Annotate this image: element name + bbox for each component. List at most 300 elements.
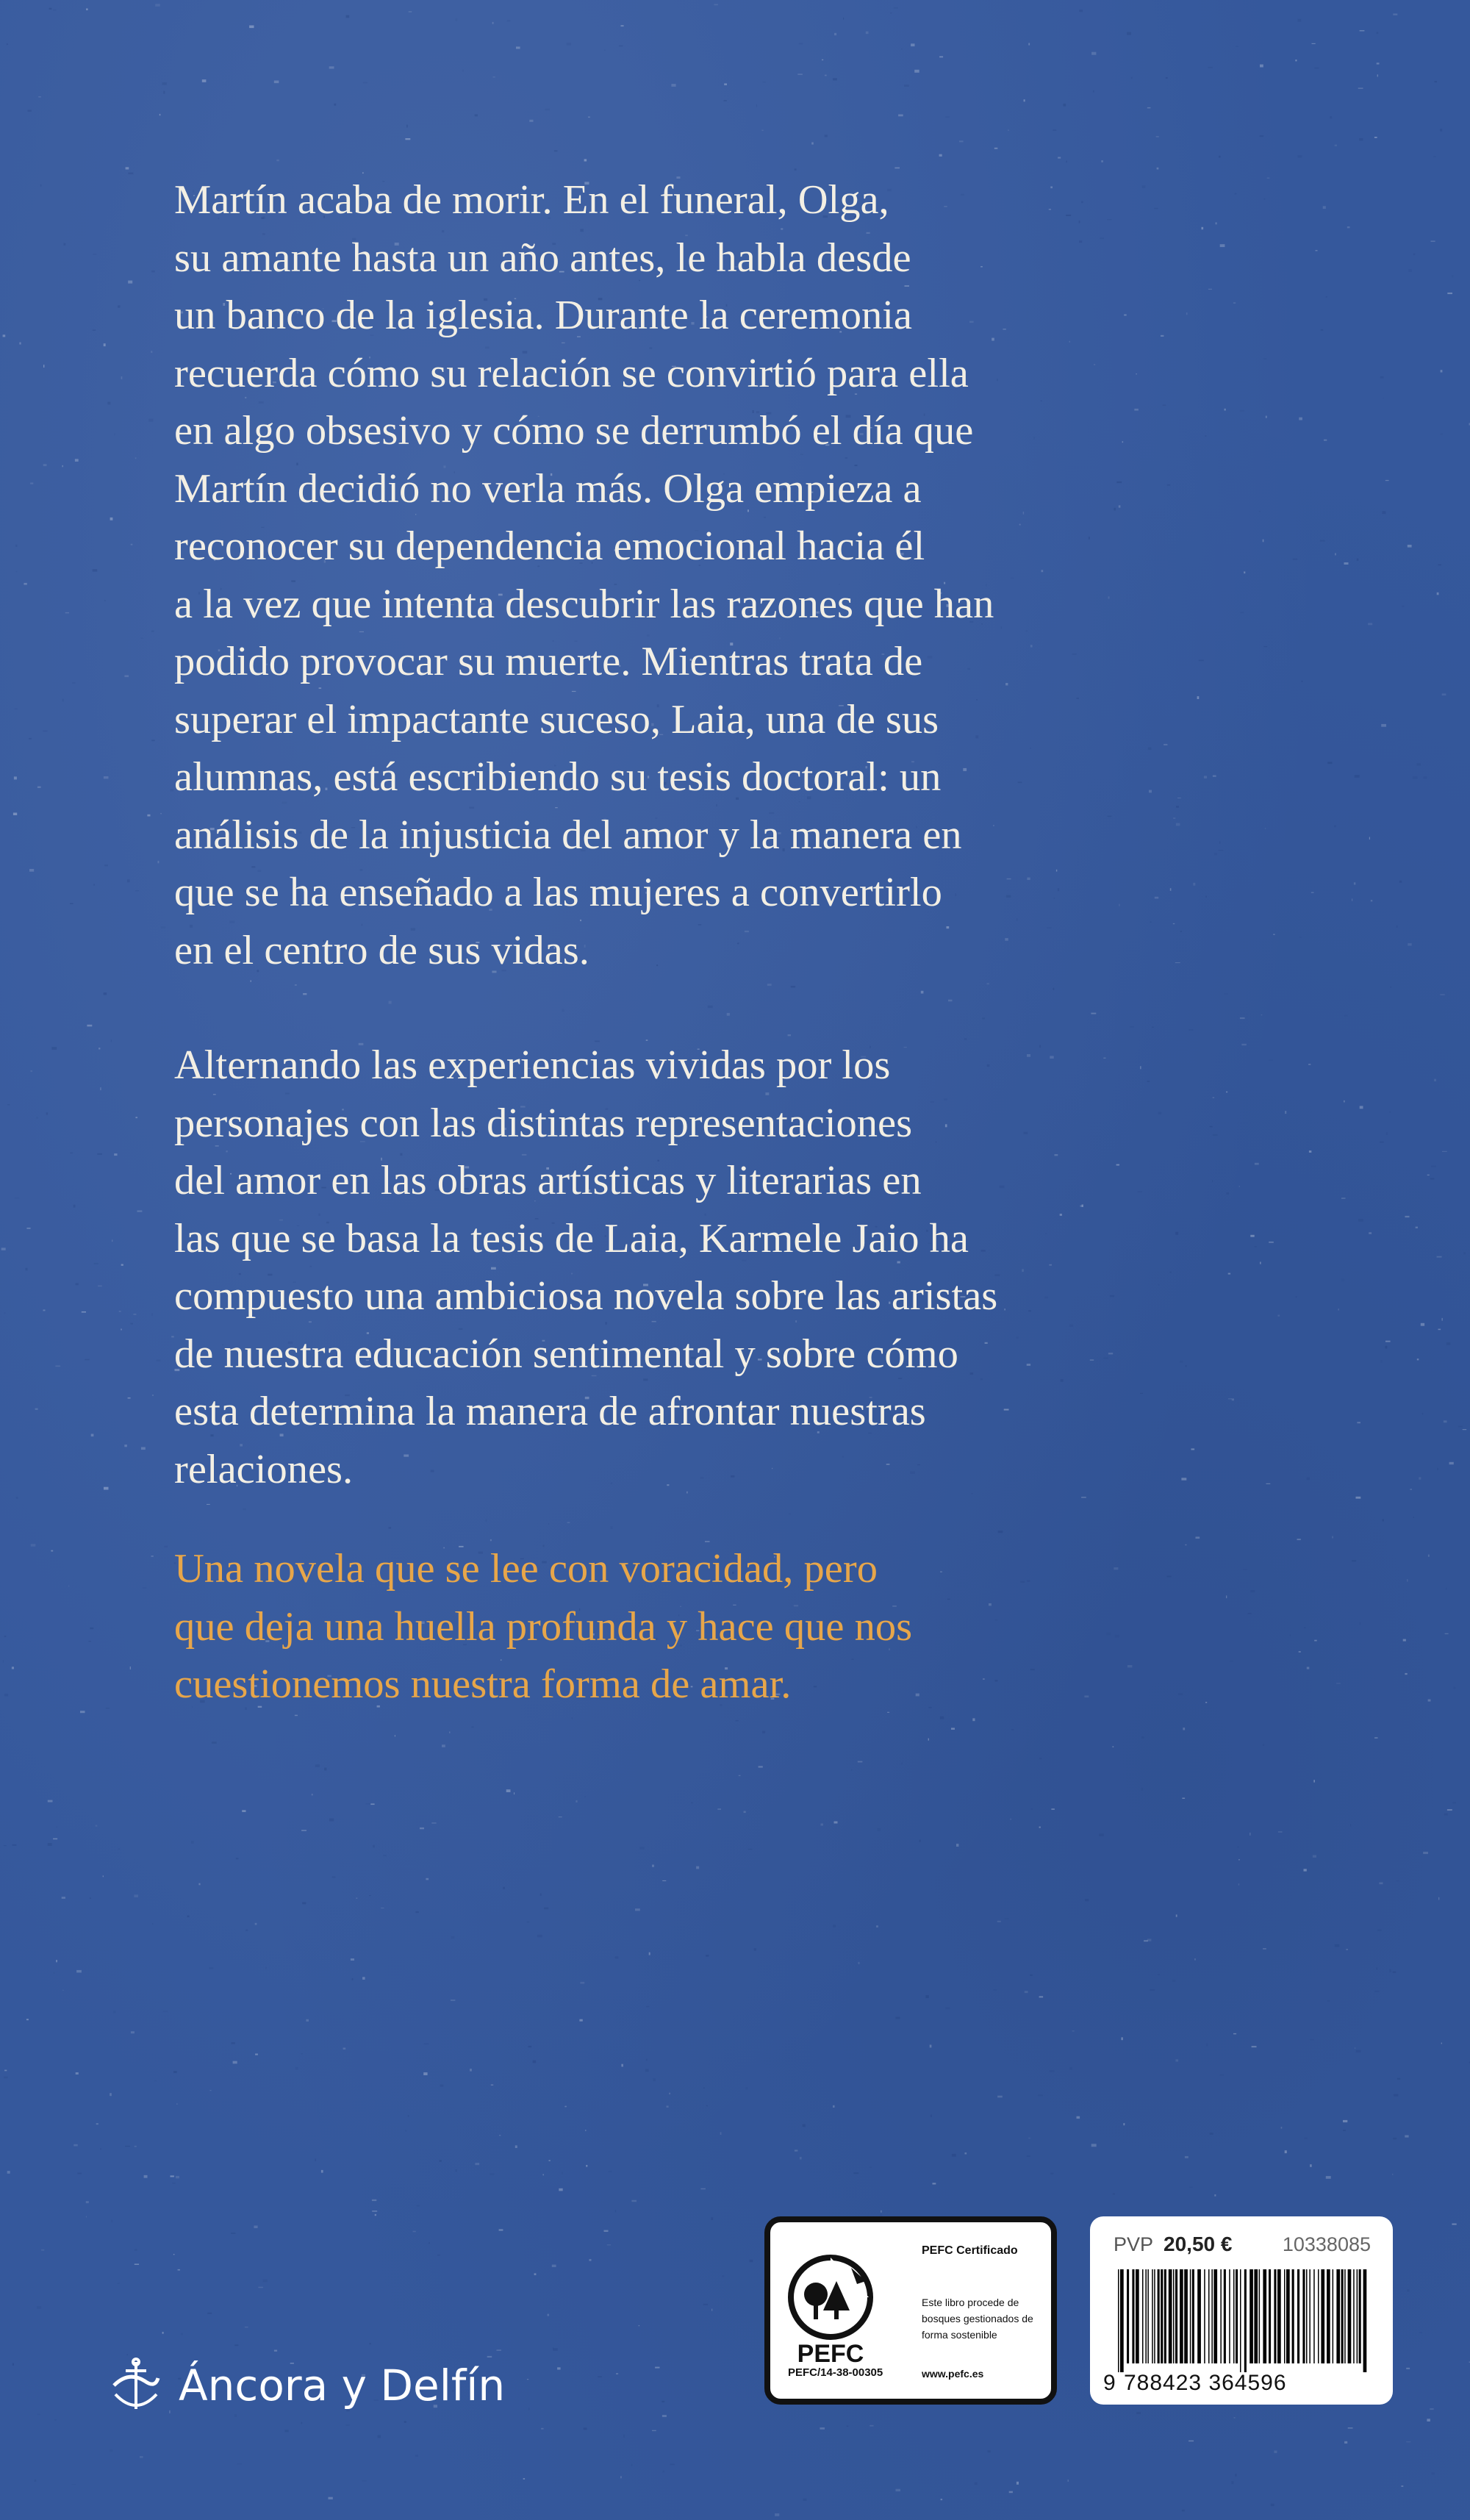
texture-speck xyxy=(1416,1227,1418,1228)
barcode-bar xyxy=(1306,2269,1308,2363)
texture-speck xyxy=(1219,156,1221,158)
texture-speck xyxy=(155,4,160,7)
texture-speck xyxy=(821,1824,823,1826)
texture-speck xyxy=(540,1894,542,1896)
texture-speck xyxy=(631,2464,632,2466)
texture-speck xyxy=(37,2306,41,2308)
texture-speck xyxy=(37,787,41,788)
texture-speck xyxy=(295,984,297,985)
texture-speck xyxy=(1263,646,1267,647)
texture-speck xyxy=(667,2105,669,2108)
texture-speck xyxy=(544,1908,548,1910)
texture-speck xyxy=(528,2408,529,2410)
texture-speck xyxy=(623,2435,625,2438)
barcode-bar xyxy=(1269,2269,1271,2363)
texture-speck xyxy=(933,2183,936,2184)
texture-speck xyxy=(12,2363,14,2366)
texture-speck xyxy=(1419,2332,1422,2333)
texture-speck xyxy=(1069,2067,1072,2070)
texture-speck xyxy=(470,2069,472,2072)
texture-speck xyxy=(4,1636,7,1637)
texture-speck xyxy=(1413,254,1416,256)
texture-speck xyxy=(607,2244,611,2245)
texture-speck xyxy=(158,861,159,863)
texture-speck xyxy=(1389,1969,1391,1972)
barcode-bar xyxy=(1357,2269,1358,2363)
texture-speck xyxy=(559,1816,562,1817)
texture-speck xyxy=(29,738,32,740)
texture-speck xyxy=(207,2313,212,2314)
texture-speck xyxy=(754,1948,756,1950)
texture-speck xyxy=(580,1982,584,1984)
texture-speck xyxy=(1405,2136,1408,2138)
texture-speck xyxy=(134,1894,138,1897)
texture-speck xyxy=(1295,60,1297,61)
texture-speck xyxy=(72,2484,76,2485)
texture-speck xyxy=(1255,1246,1257,1247)
texture-speck xyxy=(1053,129,1056,131)
texture-speck xyxy=(301,2053,303,2054)
texture-speck xyxy=(251,981,252,982)
texture-speck xyxy=(74,1205,76,1208)
texture-speck xyxy=(1463,1252,1466,1254)
texture-speck xyxy=(645,2069,649,2072)
texture-speck xyxy=(523,2478,525,2480)
texture-speck xyxy=(1263,1744,1264,1746)
texture-speck xyxy=(48,1800,53,1803)
texture-speck xyxy=(797,74,803,75)
texture-speck xyxy=(315,2158,316,2161)
texture-speck xyxy=(249,26,254,29)
texture-speck xyxy=(97,1153,102,1155)
texture-speck xyxy=(135,2263,139,2265)
texture-speck xyxy=(152,1923,153,1925)
barcode-bar xyxy=(1136,2269,1139,2363)
pefc-code: PEFC/14-38-00305 xyxy=(788,2366,883,2379)
texture-speck xyxy=(1314,1640,1317,1642)
texture-speck xyxy=(151,740,155,741)
texture-speck xyxy=(1380,1360,1383,1363)
texture-speck xyxy=(925,1995,928,1998)
barcode-bar xyxy=(1286,2269,1290,2363)
texture-speck xyxy=(28,110,32,112)
texture-speck xyxy=(72,682,75,684)
texture-speck xyxy=(820,2427,825,2430)
texture-speck xyxy=(424,2043,429,2044)
texture-speck xyxy=(1310,2039,1314,2041)
texture-speck xyxy=(30,1070,32,1072)
anchor-dolphin-logo-icon xyxy=(107,2356,165,2415)
texture-speck xyxy=(161,927,165,929)
texture-speck xyxy=(1285,1111,1286,1114)
barcode-bar xyxy=(1145,2269,1147,2363)
texture-speck xyxy=(14,776,17,779)
texture-speck xyxy=(1438,565,1442,566)
texture-speck xyxy=(1274,2451,1277,2453)
texture-speck xyxy=(171,2175,174,2177)
texture-speck xyxy=(1068,2480,1069,2482)
texture-speck xyxy=(1416,763,1421,765)
texture-speck xyxy=(312,1794,313,1795)
barcode-bar xyxy=(1254,2269,1258,2363)
texture-speck xyxy=(1277,1315,1280,1317)
texture-speck xyxy=(554,150,558,151)
texture-speck xyxy=(1327,762,1332,764)
texture-speck xyxy=(529,120,533,122)
texture-speck xyxy=(164,1546,168,1547)
texture-speck xyxy=(135,1117,137,1118)
texture-speck xyxy=(1235,2474,1237,2477)
texture-speck xyxy=(1064,104,1066,107)
price-barcode-box xyxy=(1090,2216,1393,2405)
texture-speck xyxy=(154,2080,157,2081)
texture-speck xyxy=(187,1916,190,1918)
texture-speck xyxy=(853,2172,858,2174)
texture-speck xyxy=(670,2463,675,2465)
texture-speck xyxy=(451,2000,456,2001)
texture-speck xyxy=(843,18,844,20)
texture-speck xyxy=(86,2216,87,2217)
texture-speck xyxy=(1427,2419,1430,2421)
texture-speck xyxy=(669,2093,670,2094)
texture-speck xyxy=(1442,1151,1447,1152)
texture-speck xyxy=(7,1104,10,1105)
texture-speck xyxy=(1392,2174,1393,2175)
texture-speck xyxy=(1454,1687,1456,1689)
texture-speck xyxy=(724,83,727,85)
texture-speck xyxy=(1324,440,1327,441)
texture-speck xyxy=(1383,1519,1384,1522)
texture-speck xyxy=(491,2085,493,2086)
texture-speck xyxy=(55,1366,60,1367)
texture-speck xyxy=(1147,107,1151,109)
texture-speck xyxy=(1027,2155,1030,2157)
texture-speck xyxy=(1385,480,1389,481)
texture-speck xyxy=(258,2287,263,2288)
texture-speck xyxy=(38,96,41,97)
texture-speck xyxy=(1196,1536,1200,1539)
texture-speck xyxy=(389,1527,392,1528)
texture-speck xyxy=(1330,116,1332,118)
texture-speck xyxy=(722,2275,724,2277)
texture-speck xyxy=(1206,2043,1208,2046)
texture-speck xyxy=(1402,606,1404,607)
texture-speck xyxy=(1072,2030,1075,2032)
barcode-bar xyxy=(1169,2269,1172,2363)
texture-speck xyxy=(1131,77,1133,79)
texture-speck xyxy=(1157,168,1159,170)
texture-speck xyxy=(16,1497,18,1499)
barcode-bar xyxy=(1197,2269,1201,2363)
barcode-bar xyxy=(1142,2269,1144,2363)
texture-speck xyxy=(76,1283,79,1285)
barcode-bar xyxy=(1292,2269,1294,2363)
texture-speck xyxy=(1031,1808,1033,1810)
texture-speck xyxy=(1009,2491,1013,2494)
texture-speck xyxy=(472,1726,474,1728)
texture-speck xyxy=(1437,593,1439,595)
texture-speck xyxy=(1311,892,1314,893)
texture-speck xyxy=(53,10,57,11)
texture-speck xyxy=(93,884,95,885)
texture-speck xyxy=(919,1840,921,1842)
barcode-bar xyxy=(1250,2269,1253,2363)
texture-speck xyxy=(75,459,79,462)
texture-speck xyxy=(1407,1579,1408,1581)
barcode-bar xyxy=(1284,2269,1286,2363)
texture-speck xyxy=(1176,1914,1177,1916)
texture-speck xyxy=(870,2167,872,2168)
texture-speck xyxy=(1419,1477,1421,1479)
texture-speck xyxy=(41,2249,44,2251)
texture-speck xyxy=(1136,2412,1141,2414)
texture-speck xyxy=(104,776,109,778)
texture-speck xyxy=(1266,1483,1271,1484)
texture-speck xyxy=(141,1447,146,1450)
texture-speck xyxy=(1381,724,1386,727)
texture-speck xyxy=(1273,934,1274,935)
texture-speck xyxy=(362,1977,365,1980)
barcode-bar xyxy=(1132,2269,1134,2363)
texture-speck xyxy=(440,2160,442,2161)
texture-speck xyxy=(1238,1883,1239,1886)
texture-speck xyxy=(107,402,110,405)
texture-speck xyxy=(1290,1635,1291,1636)
texture-speck xyxy=(1445,1633,1449,1634)
texture-speck xyxy=(1123,2123,1125,2125)
texture-speck xyxy=(329,1819,334,1822)
texture-speck xyxy=(1441,2043,1442,2044)
texture-speck xyxy=(858,1962,860,1964)
texture-speck xyxy=(1377,62,1380,64)
texture-speck xyxy=(54,1972,55,1974)
texture-speck xyxy=(1326,2176,1331,2179)
texture-speck xyxy=(1224,993,1228,995)
barcode-bar xyxy=(1359,2269,1361,2363)
texture-speck xyxy=(104,600,106,601)
texture-speck xyxy=(302,1902,306,1905)
texture-speck xyxy=(143,1588,147,1589)
texture-speck xyxy=(549,2160,551,2161)
texture-speck xyxy=(1309,1150,1311,1153)
texture-speck xyxy=(1269,1059,1273,1061)
texture-speck xyxy=(1396,926,1398,928)
texture-speck xyxy=(851,1769,852,1771)
texture-speck xyxy=(1252,2046,1257,2047)
texture-speck xyxy=(135,457,137,459)
texture-speck xyxy=(449,1731,450,1733)
texture-speck xyxy=(956,1844,958,1847)
texture-speck xyxy=(791,986,795,987)
barcode-bar xyxy=(1274,2269,1276,2363)
texture-speck xyxy=(104,343,106,346)
texture-speck xyxy=(103,1875,104,1877)
barcode-bar xyxy=(1313,2269,1315,2363)
texture-speck xyxy=(140,638,143,639)
barcode-bar xyxy=(1240,2269,1241,2372)
texture-speck xyxy=(110,2093,112,2096)
texture-speck xyxy=(975,2483,978,2485)
texture-speck xyxy=(65,612,69,613)
texture-speck xyxy=(104,992,107,995)
texture-speck xyxy=(440,2085,444,2087)
texture-speck xyxy=(662,1880,666,1881)
texture-speck xyxy=(1403,1639,1406,1642)
texture-speck xyxy=(1051,1808,1055,1810)
texture-speck xyxy=(1423,1852,1428,1854)
texture-speck xyxy=(1428,1700,1431,1702)
texture-speck xyxy=(756,104,757,107)
texture-speck xyxy=(1058,157,1061,159)
texture-speck xyxy=(621,2064,623,2067)
texture-speck xyxy=(1255,1163,1259,1165)
texture-speck xyxy=(559,2188,562,2191)
texture-speck xyxy=(1297,19,1301,22)
texture-speck xyxy=(370,1803,374,1805)
barcode-bar xyxy=(1120,2269,1124,2372)
texture-speck xyxy=(70,1152,73,1153)
texture-speck xyxy=(1428,1555,1430,1557)
texture-speck xyxy=(413,2231,416,2233)
texture-speck xyxy=(548,1523,549,1524)
texture-speck xyxy=(1358,87,1363,88)
texture-speck xyxy=(405,138,410,140)
texture-speck xyxy=(1263,540,1264,543)
texture-speck xyxy=(708,1006,713,1008)
texture-speck xyxy=(1346,1949,1348,1950)
texture-speck xyxy=(46,1112,48,1114)
texture-speck xyxy=(237,2463,242,2464)
barcode-bar xyxy=(1173,2269,1175,2363)
texture-speck xyxy=(1248,1613,1252,1614)
texture-speck xyxy=(744,1811,746,1814)
texture-speck xyxy=(1321,329,1323,331)
texture-speck xyxy=(54,2419,57,2421)
texture-speck xyxy=(1444,1814,1448,1816)
texture-speck xyxy=(409,11,412,12)
texture-speck xyxy=(1444,1420,1447,1422)
texture-speck xyxy=(1393,2138,1396,2140)
texture-speck xyxy=(231,2233,235,2234)
texture-speck xyxy=(7,2171,10,2174)
texture-speck xyxy=(894,168,900,169)
texture-speck xyxy=(795,168,797,171)
texture-speck xyxy=(151,271,155,273)
texture-speck xyxy=(1039,1996,1044,1997)
texture-speck xyxy=(584,2427,587,2430)
texture-speck xyxy=(553,2348,557,2351)
texture-speck xyxy=(76,1970,82,1973)
texture-speck xyxy=(160,813,162,814)
texture-speck xyxy=(1390,1112,1391,1113)
texture-speck xyxy=(159,114,161,115)
texture-speck xyxy=(30,482,33,484)
texture-speck xyxy=(140,2456,143,2458)
texture-speck xyxy=(1344,562,1349,565)
texture-speck xyxy=(362,2480,366,2481)
texture-speck xyxy=(994,1989,997,1990)
texture-speck xyxy=(130,1667,131,1669)
texture-speck xyxy=(533,2061,537,2063)
texture-speck xyxy=(604,2230,609,2232)
texture-speck xyxy=(233,2061,237,2064)
texture-speck xyxy=(43,1309,46,1311)
texture-speck xyxy=(63,243,65,246)
texture-speck xyxy=(1344,1100,1345,1103)
texture-speck xyxy=(1347,226,1350,228)
texture-speck xyxy=(945,116,950,117)
barcode-bar xyxy=(1161,2269,1163,2363)
texture-speck xyxy=(541,2428,544,2430)
texture-speck xyxy=(534,2273,537,2275)
texture-speck xyxy=(1233,2033,1236,2034)
texture-speck xyxy=(1343,2130,1346,2131)
texture-speck xyxy=(96,2123,98,2125)
texture-speck xyxy=(1010,1819,1011,1820)
texture-speck xyxy=(1297,1539,1301,1540)
texture-speck xyxy=(890,12,892,14)
texture-speck xyxy=(615,1956,619,1958)
texture-speck xyxy=(1356,2050,1361,2053)
texture-speck xyxy=(720,2132,722,2135)
texture-speck xyxy=(825,135,828,137)
texture-speck xyxy=(507,20,511,21)
texture-speck xyxy=(537,1935,542,1938)
texture-speck xyxy=(255,1923,257,1925)
texture-speck xyxy=(255,2054,258,2055)
texture-speck xyxy=(811,143,814,145)
texture-speck xyxy=(26,1268,28,1271)
texture-speck xyxy=(997,1921,1001,1922)
texture-speck xyxy=(1127,32,1131,35)
texture-speck xyxy=(96,1825,98,1827)
texture-speck xyxy=(3,334,6,337)
texture-speck xyxy=(1316,250,1318,251)
isbn-first-digit: 9 xyxy=(1103,2371,1116,2395)
texture-speck xyxy=(1039,1758,1041,1759)
texture-speck xyxy=(1238,1846,1239,1848)
texture-speck xyxy=(717,1808,721,1810)
texture-speck xyxy=(265,1967,267,1969)
barcode-bar xyxy=(1297,2269,1299,2363)
texture-speck xyxy=(1442,1318,1443,1321)
texture-speck xyxy=(1091,2144,1097,2147)
publisher-logo xyxy=(107,2349,505,2422)
texture-speck xyxy=(209,1967,213,1969)
texture-speck xyxy=(1413,776,1418,779)
texture-speck xyxy=(1385,1341,1391,1342)
texture-speck xyxy=(1437,1256,1442,1258)
texture-speck xyxy=(437,2255,440,2256)
texture-speck xyxy=(417,2205,420,2207)
texture-speck xyxy=(111,2220,112,2223)
texture-speck xyxy=(3,1660,4,1663)
barcode-bar xyxy=(1220,2269,1222,2363)
texture-speck xyxy=(898,115,903,117)
texture-speck xyxy=(1234,2417,1236,2418)
texture-speck xyxy=(767,984,772,986)
texture-speck xyxy=(415,2455,418,2457)
barcode-bar xyxy=(1184,2269,1188,2363)
texture-speck xyxy=(232,2042,235,2044)
blurb-paragraph-2: Alternando las experiencias vividas por los personajes con las distintas representaciones del amor en las obras artísticas y literarias en las que se basa la tesis de Laia, Karmele Jaio ha compuesto una ambiciosa novela sobre las aristas de nuestra educación sentimental y sobre cómo esta determina la manera de afrontar nuestras relaciones. xyxy=(174,1042,998,1492)
texture-speck xyxy=(1327,2000,1330,2001)
texture-speck xyxy=(959,140,964,142)
texture-speck xyxy=(245,1930,248,1931)
texture-speck xyxy=(36,1117,38,1118)
texture-speck xyxy=(456,2169,457,2172)
texture-speck xyxy=(19,343,21,345)
